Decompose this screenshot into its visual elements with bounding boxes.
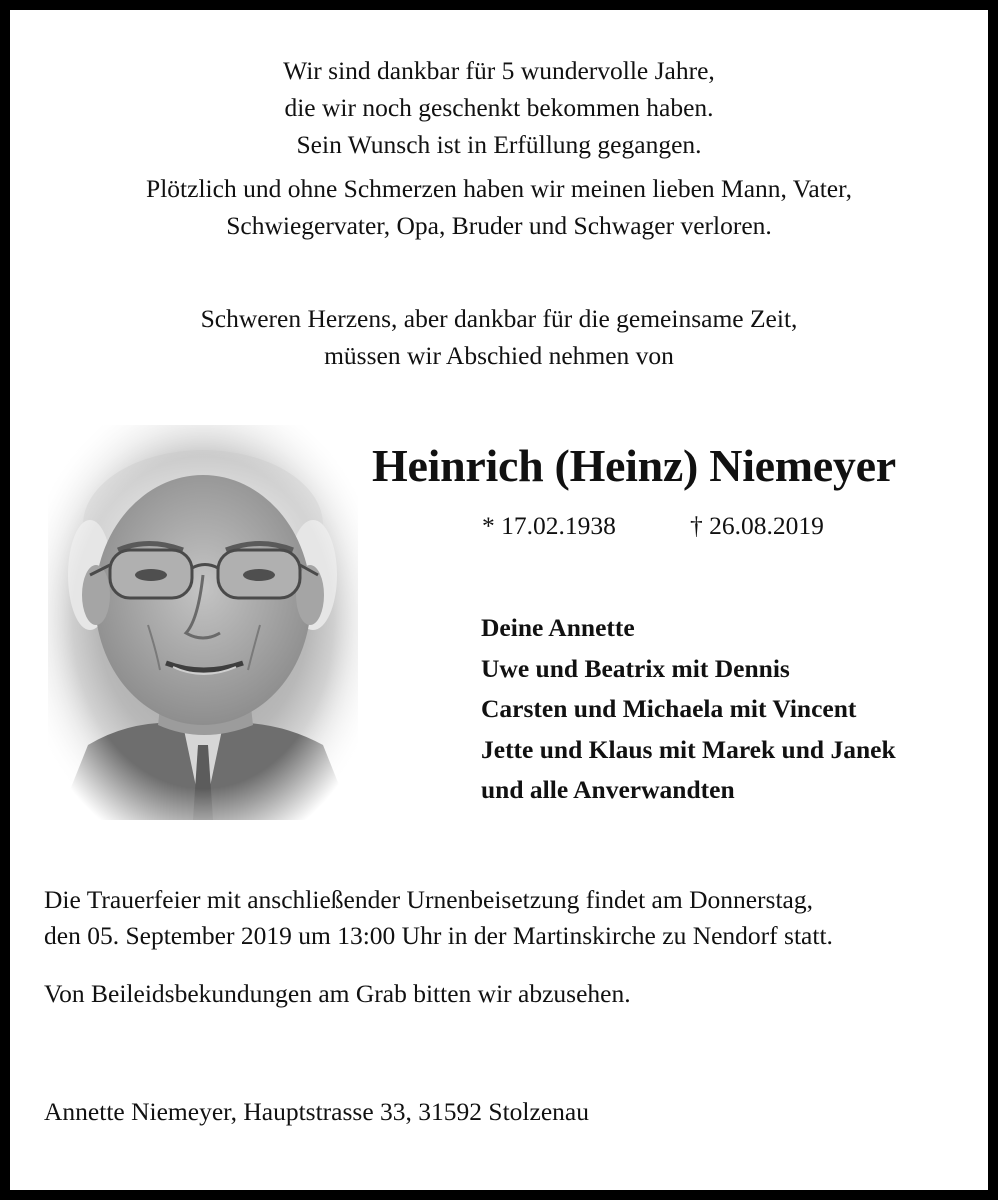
loss-text bbox=[10, 170, 988, 244]
mourner-entry: Carsten und Michaela mit Vincent bbox=[481, 694, 857, 723]
mourner-entry: Jette und Klaus mit Marek und Janek bbox=[481, 734, 896, 764]
birth-date: * 17.02.1938 bbox=[482, 511, 616, 540]
intro-line: Sein Wunsch ist in Erfüllung gegangen. bbox=[296, 130, 702, 159]
condolence-note bbox=[44, 976, 631, 1012]
farewell-line: Schweren Herzens, aber dankbar für die gemeinsame Zeit, bbox=[200, 304, 798, 333]
intro-text bbox=[10, 52, 988, 163]
loss-line: Plötzlich und ohne Schmerzen haben wir meinen lieben Mann, Vater, bbox=[146, 174, 852, 203]
mourner-entry: Uwe und Beatrix mit Dennis bbox=[481, 653, 790, 683]
farewell-line: müssen wir Abschied nehmen von bbox=[324, 341, 674, 370]
mourner-entry: und alle Anverwandten bbox=[481, 775, 735, 804]
portrait-photo bbox=[48, 425, 358, 820]
intro-line: die wir noch geschenkt bekommen haben. bbox=[284, 93, 714, 122]
contact-address bbox=[44, 1094, 589, 1130]
death-date: † 26.08.2019 bbox=[690, 511, 824, 540]
mourners-list bbox=[481, 608, 896, 811]
deceased-name: Heinrich (Heinz) Niemeyer bbox=[372, 440, 896, 491]
loss-line: Schwiegervater, Opa, Bruder und Schwager verloren. bbox=[226, 211, 772, 240]
funeral-line: den 05. September 2019 um 13:00 Uhr in der Martinskirche zu Nendorf statt. bbox=[44, 921, 833, 950]
address-line: Annette Niemeyer, Hauptstrasse 33, 31592 Stolzenau bbox=[44, 1097, 589, 1126]
farewell-text bbox=[10, 300, 988, 374]
intro-line: Wir sind dankbar für 5 wundervolle Jahre, bbox=[283, 56, 715, 85]
condolence-line: Von Beileidsbekundungen am Grab bitten wir abzusehen. bbox=[44, 979, 631, 1008]
funeral-info bbox=[44, 882, 833, 954]
funeral-line: Die Trauerfeier mit anschließender Urnenbeisetzung findet am Donnerstag, bbox=[44, 885, 813, 914]
mourner-entry: Deine Annette bbox=[481, 613, 635, 642]
